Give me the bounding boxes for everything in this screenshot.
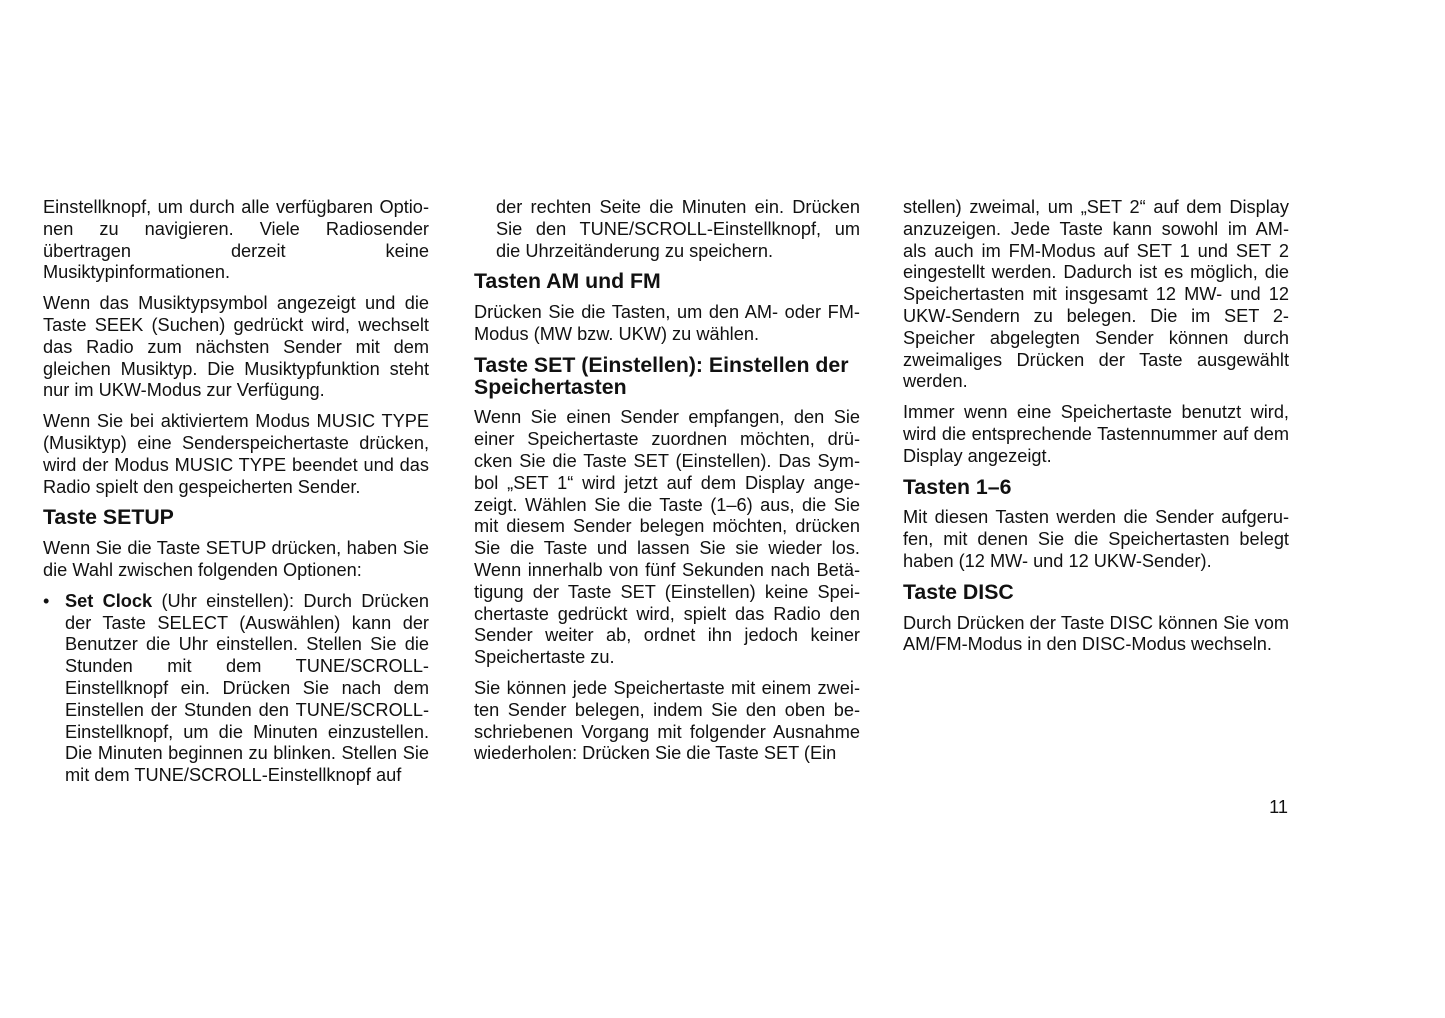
paragraph-seek-music-type: Wenn das Musiktypsymbol angezeigt und die Taste SEEK (Suchen) gedrückt wird, wechselt das Radio zum nächsten Sender mit dem gleichen Musiktyp. Die Musiktypfunktion steht nur im UKW-Modus zur Verfügung. <box>43 293 429 401</box>
paragraph-setup-intro: Wenn Sie die Taste SETUP drücken, haben Sie die Wahl zwischen folgenden Optionen: <box>43 538 429 580</box>
list-item-text: (Uhr einstellen): Durch Drücken der Taste SELECT (Auswählen) kann der Benutzer die Uhr einstellen. Stellen Sie die Stunden mit dem TUNE/SCROLL-Einstellknopf ein. Drücken Sie nach dem Einstellen der Stunden den TUNE/SCROLL-Einstellknopf, um die Minuten einzustellen. Die Minuten beginnen zu blinken. Stellen Sie mit dem TUNE/SCROLL-Einstellknopf auf <box>65 590 429 786</box>
heading-tasten-am-fm: Tasten AM und FM <box>474 269 661 294</box>
paragraph-tasten-1-6: Mit diesen Tasten werden die Sender aufgerufen, mit denen Sie die Speichertasten belegt haben (12 MW- und 12 UKW-Sender). <box>903 507 1289 571</box>
text-column-middle <box>474 197 860 774</box>
list-item-set-clock <box>43 591 429 787</box>
text-column-left <box>43 197 429 787</box>
paragraph-second-station: Sie können jede Speichertaste mit einem zweiten Sender belegen, indem Sie den oben beschriebenen Vorgang mit folgender Ausnahme wiederholen: Drücken Sie die Taste SET (Ein <box>474 677 860 764</box>
paragraph-set-preset: Wenn Sie einen Sender empfangen, den Sie einer Speichertaste zuordnen möchten, drücken Sie die Taste SET (Einstellen). Das Symbol „SET 1“ wird jetzt auf dem Display angezeigt. Wählen Sie die Taste (1–6) aus, die Sie mit diesem Sender belegen möchten, drücken Sie die Taste und lassen Sie sie wieder los. Wenn innerhalb von fünf Sekunden nach Betätigung der Taste SET (Einstellen) keine Speichertaste gedrückt wird, spielt das Radio den Sender weiter ab, ordnet ihn jedoch keiner Speichertaste zu. <box>474 407 860 668</box>
page-number: 11 <box>1269 797 1288 817</box>
paragraph-am-fm: Drücken Sie die Tasten, um den AM- oder FM-Modus (MW bzw. UKW) zu wählen. <box>474 302 860 344</box>
paragraph-taste-disc: Durch Drücken der Taste DISC können Sie vom AM/FM-Modus in den DISC-Modus wechseln. <box>903 612 1289 655</box>
bullet-icon: • <box>43 590 50 611</box>
paragraph-music-type-preset: Wenn Sie bei aktiviertem Modus MUSIC TYPE (Musiktyp) eine Senderspeichertaste drücken, wird der Modus MUSIC TYPE beendet und das Radio spielt den gespeicherten Sender. <box>43 411 429 497</box>
paragraph-preset-display: Immer wenn eine Speichertaste benutzt wird, wird die entsprechende Tastennummer auf dem Display angezeigt. <box>903 402 1289 466</box>
heading-taste-disc: Taste DISC <box>903 579 1014 604</box>
heading-tasten-1-6: Tasten 1–6 <box>903 474 1012 499</box>
list-item-term: Set Clock <box>65 590 153 611</box>
paragraph-music-type-continued: Einstellknopf, um durch alle verfügbaren Optionen zu navigieren. Viele Radiosender übertragen derzeit keine Musiktypinformationen. <box>43 197 429 283</box>
heading-taste-setup: Taste SETUP <box>43 505 174 530</box>
paragraph-clock-continued: der rechten Seite die Minuten ein. Drücken Sie den TUNE/SCROLL-Einstellknopf, um die Uhrzeitänderung zu speichern. <box>496 197 860 261</box>
paragraph-set2-continued: stellen) zweimal, um „SET 2“ auf dem Display anzuzeigen. Jede Taste kann sowohl im AM- als auch im FM-Modus auf SET 1 und SET 2 eingestellt werden. Dadurch ist es möglich, die Speichertasten mit insgesamt 12 MW- und 12 UKW-Sendern zu belegen. Die im SET 2-Speicher abgelegten Sender können durch zweimaliges Drücken der Taste ausgewählt werden. <box>903 197 1289 392</box>
text-column-right <box>903 197 1289 665</box>
heading-taste-set: Taste SET (Einstellen): Einstellen der Speichertasten <box>474 352 849 399</box>
